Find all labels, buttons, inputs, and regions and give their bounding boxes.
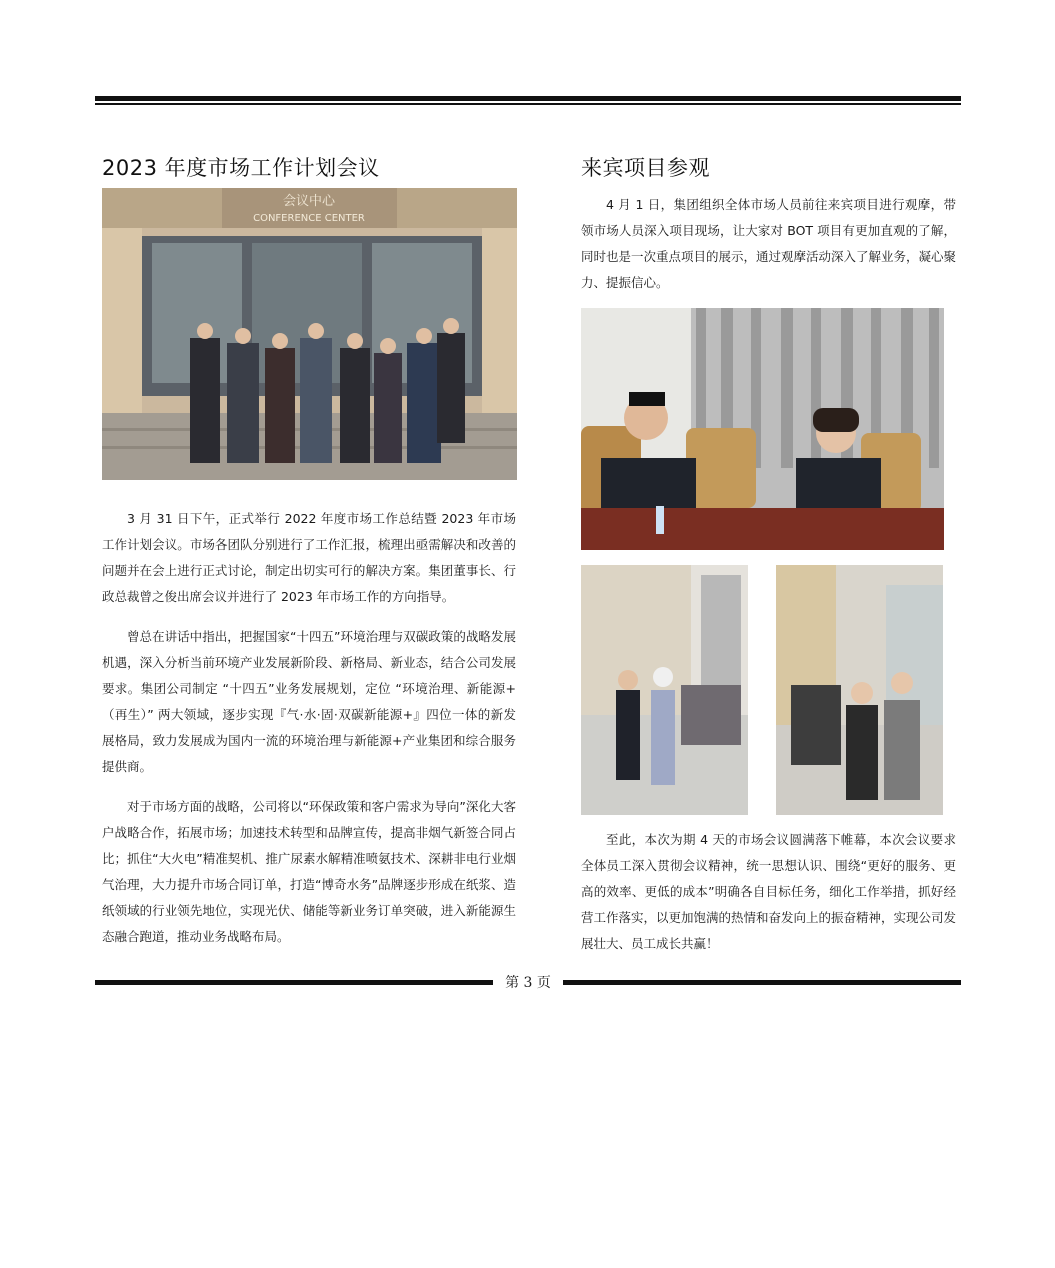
sign-cn-text: 会议中心 [282, 194, 336, 209]
paragraph: 至此，本次为期 4 天的市场会议圆满落下帷幕，本次会议要求全体员工深入贯彻会议精神，统一思想认识、围绕“更好的服务、更高的效率、更低的成本”明确各自目标任务，细化工作举措，抓好经营工作落实，以更加饱满的热情和奋发向上的振奋精神，实现公司发展壮大、员工成长共赢！ [581, 832, 957, 951]
page-footer [95, 972, 961, 994]
header-rule-thin [95, 103, 961, 105]
right-article-closing [581, 827, 956, 971]
left-column-header [102, 150, 517, 186]
paragraph: 对于市场方面的战略，公司将以“环保政策和客户需求为导向”深化大客户战略合作，拓展市场；加速技术转型和品牌宣传，提高非烟气新签合同占比；抓住“大火电”精准契机、推广尿素水解精准喷氨技术、深耕非电行业烟气治理，大力提升市场合同订单，打造“博奇水务”品牌逐步形成在纸浆、造纸领域的行业领先地位，实现光伏、储能等新业务订单突破，进入新能源生态融合跑道，推动业务战略布局。 [102, 799, 516, 944]
page-number: 第 3 页 [505, 975, 551, 991]
footer-rule-right [563, 980, 961, 985]
header-rule-thick [95, 96, 961, 101]
footer-rule-left [95, 980, 493, 985]
meeting-room-photo [581, 308, 944, 550]
group-photo-conference-center [102, 188, 517, 480]
left-article-body [102, 506, 516, 964]
article-title-visit: 来宾项目参观 [581, 156, 710, 180]
paragraph: 4 月 1 日，集团组织全体市场人员前往来宾项目进行观摩，带领市场人员深入项目现场，让大家对 BOT 项目有更加直观的了解，同时也是一次重点项目的展示，通过观摩活动深入了解业务，凝心聚力、提振信心。 [581, 197, 957, 290]
paragraph: 3 月 31 日下午，正式举行 2022 年度市场工作总结暨 2023 年市场工作计划会议。市场各团队分别进行了工作汇报，梳理出亟需解决和改善的问题并在会上进行正式讨论，制定出切实可行的解决方案。集团董事长、行政总裁曾之俊出席会议并进行了 2023 年市场工作的方向指导。 [102, 511, 516, 604]
site-visit-photo-1 [581, 565, 748, 815]
right-article-intro [581, 192, 956, 310]
sign-en-text: CONFERENCE CENTER [253, 213, 365, 224]
site-visit-photo-2 [776, 565, 943, 815]
paragraph: 曾总在讲话中指出，把握国家“十四五”环境治理与双碳政策的战略发展机遇，深入分析当前环境产业发展新阶段、新格局、新业态，结合公司发展要求。集团公司制定 “十四五”业务发展规划，定位 “环境治理、新能源+（再生）” 两大领域，逐步实现『气·水·固·双碳新能源+』四位一体的新发展格局，致力发展成为国内一流的环境治理与新能源+产业集团和综合服务提供商。 [102, 629, 516, 774]
right-column-header [581, 150, 956, 186]
article-title-meeting: 2023 年度市场工作计划会议 [102, 156, 380, 180]
